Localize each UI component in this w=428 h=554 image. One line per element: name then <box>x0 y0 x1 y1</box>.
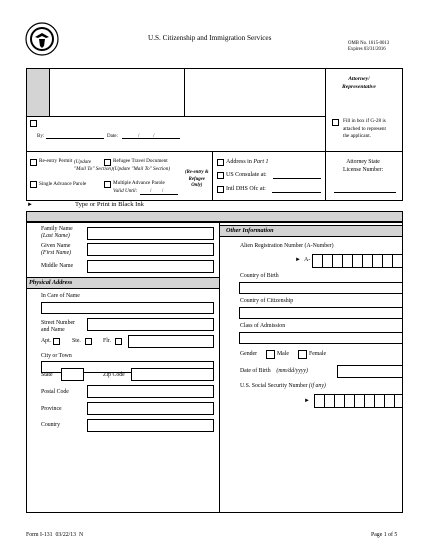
valid-until-label: Valid Until: <box>113 188 138 194</box>
instruction-arrow: ► <box>27 202 33 208</box>
postal-code-input[interactable] <box>87 385 214 398</box>
male-label: Male <box>277 351 289 357</box>
ste-label: Ste. <box>72 338 81 344</box>
country-of-birth-input[interactable] <box>239 282 403 294</box>
given-name-label: Given Name <box>41 243 71 249</box>
unit-number-input[interactable] <box>128 335 214 348</box>
us-consulate-line <box>273 178 321 179</box>
attorney-license-line <box>334 192 396 193</box>
address-in-text: Address in <box>226 159 252 165</box>
city-label: City or Town <box>41 353 72 359</box>
middle-name-label: Middle Name <box>41 263 74 269</box>
country-of-citizenship-input[interactable] <box>239 307 403 319</box>
dob-text: Date of Birth <box>240 368 271 374</box>
address-in-part1-checkbox[interactable] <box>217 159 224 166</box>
reentry-refugee-only-label: (Re-entry & Refugee Only) <box>185 170 209 189</box>
given-name-sublabel: (First Name) <box>41 250 72 256</box>
expiration-date: Expires 03/31/2016 <box>348 47 386 52</box>
ssn-arrow: ► <box>304 398 310 404</box>
page-number: Page 1 of 5 <box>371 532 398 538</box>
dob-format: (mm/dd/yyyy) <box>276 368 308 374</box>
ssn-sublabel: (if any) <box>308 383 326 389</box>
in-care-of-input[interactable] <box>41 302 214 314</box>
zip-label: Zip Code <box>103 372 125 378</box>
apt-checkbox[interactable] <box>53 338 60 345</box>
attorney-representative-label: Attorney/ Representative <box>342 76 376 91</box>
form-number: Form I-131 03/22/13 N <box>26 532 84 538</box>
reentry-permit-label: Re-entry Permit <box>39 158 73 164</box>
a-number-input[interactable] <box>312 254 412 268</box>
reentry-permit-note: (Update "Mail To" Section) <box>74 159 113 173</box>
refugee-travel-note: (Update "Mail To" Section) <box>113 166 171 172</box>
by-label: By: <box>37 134 45 139</box>
postal-code-label: Postal Code <box>41 389 69 395</box>
street-label: Street Number and Name <box>41 320 75 334</box>
dob-label <box>240 369 308 375</box>
ste-checkbox[interactable] <box>85 338 92 345</box>
a-number-arrow: ► <box>295 257 301 263</box>
ssn-input[interactable] <box>314 394 404 408</box>
multiple-advance-parole-label: Multiple Advance Parole <box>113 180 165 186</box>
ssn-label <box>240 384 326 390</box>
country-of-citizenship-label: Country of Citizenship <box>240 298 294 304</box>
part1-text: Part 1 <box>253 159 269 165</box>
other-info-label: Other Information <box>226 227 274 234</box>
family-name-input[interactable] <box>87 227 214 240</box>
intl-dhs-label: Intl DHS Ofc at: <box>226 186 266 192</box>
part1-shaded-bar <box>26 211 403 222</box>
flr-label: Flr. <box>103 338 111 344</box>
intl-dhs-checkbox[interactable] <box>217 186 224 193</box>
class-of-admission-input[interactable] <box>239 332 403 344</box>
dhs-seal-logo <box>25 22 59 56</box>
single-advance-parole-checkbox[interactable] <box>30 181 37 188</box>
intl-dhs-line <box>272 192 321 193</box>
attorney-license-label: Attorney State License Number: <box>343 159 384 174</box>
family-name-sublabel: (Last Name) <box>41 233 70 239</box>
multiple-advance-parole-checkbox[interactable] <box>104 181 111 188</box>
province-input[interactable] <box>87 402 214 415</box>
by-line <box>46 138 104 139</box>
female-checkbox[interactable] <box>298 350 307 359</box>
gender-label: Gender <box>240 351 258 357</box>
a-number-label: Alien Registration Number (A-Number) <box>240 243 334 249</box>
apt-label: Apt. <box>41 338 52 344</box>
family-name-label: Family Name <box>41 226 73 232</box>
female-label: Female <box>309 351 327 357</box>
flr-checkbox[interactable] <box>115 338 122 345</box>
refugee-travel-label: Refugee Travel Document <box>113 158 168 164</box>
country-input[interactable] <box>87 419 214 432</box>
omb-number: OMB No. 1615-0013 <box>348 41 390 46</box>
dob-input[interactable] <box>337 365 403 378</box>
office-use-shaded-strip <box>27 69 49 116</box>
us-consulate-label: US Consulate at: <box>226 172 267 178</box>
state-input[interactable] <box>61 368 84 381</box>
reentry-permit-checkbox[interactable] <box>30 159 37 166</box>
state-label: State <box>41 372 53 378</box>
g28-label: Fill in box if G-28 is attached to represent the applicant. <box>343 118 386 140</box>
address-in-label <box>226 159 269 165</box>
date-label: Date: <box>107 134 118 139</box>
street-input[interactable] <box>87 318 214 331</box>
g28-checkbox[interactable] <box>332 119 339 126</box>
a-number-prefix: A- <box>304 257 311 263</box>
zip-input[interactable] <box>131 368 214 381</box>
ssn-text: U.S. Social Security Number <box>240 383 308 389</box>
middle-name-input[interactable] <box>87 260 214 273</box>
us-consulate-checkbox[interactable] <box>217 172 224 179</box>
male-checkbox[interactable] <box>266 350 275 359</box>
refugee-travel-checkbox[interactable] <box>104 159 111 166</box>
agency-title: U.S. Citizenship and Immigration Services <box>148 34 272 42</box>
valid-until-separators: / / <box>150 188 164 194</box>
province-label: Province <box>41 406 62 412</box>
single-advance-parole-label: Single Advance Parole <box>39 181 87 187</box>
given-name-input[interactable] <box>87 243 214 256</box>
country-label: Country <box>41 422 61 428</box>
instruction-text: Type or Print in Black Ink <box>75 201 144 208</box>
office-checkbox[interactable] <box>30 120 37 127</box>
physical-address-label: Physical Address <box>29 279 73 286</box>
class-of-admission-label: Class of Admission <box>240 323 286 329</box>
in-care-of-label: In Care of Name <box>41 293 80 299</box>
date-separators: / / <box>138 134 155 139</box>
country-of-birth-label: Country of Birth <box>240 273 279 279</box>
